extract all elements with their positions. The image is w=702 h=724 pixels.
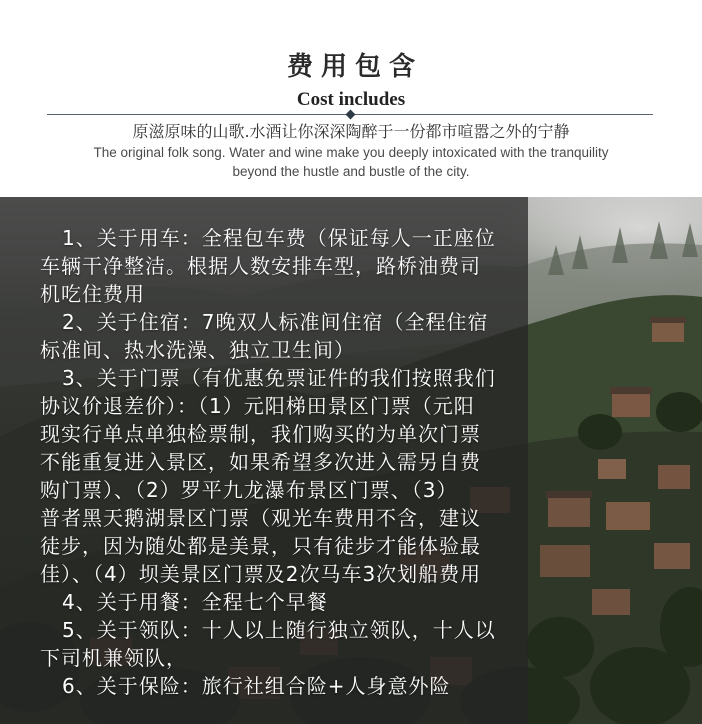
cost-items-panel: [0, 197, 528, 724]
house-roof: [546, 491, 592, 498]
tree: [578, 414, 622, 450]
header: [0, 0, 702, 197]
subtitle-en-line: The original folk song. Water and wine make you deeply intoxicated with the tranquility: [93, 145, 609, 160]
cost-item-insurance: [40, 672, 496, 700]
cost-item-transport: [40, 224, 496, 308]
house-roof: [610, 387, 652, 394]
house-roof: [650, 317, 686, 323]
house: [592, 589, 630, 615]
cost-item-line: 现实行单点单独检票制，我们购买的为单次门票: [40, 422, 481, 446]
cost-item-line: 标准间、热水洗澡、独立卫生间）: [40, 338, 355, 362]
cost-item-tickets: [40, 364, 496, 588]
cost-item-line: 机吃住费用: [40, 282, 145, 306]
cost-item-line: 佳）、（4）坝美景区门票及2次马车3次划船费用: [40, 562, 482, 586]
cost-item-line: 下司机兼领队，: [40, 646, 187, 670]
tree: [526, 617, 594, 677]
cost-item-line: 普者黑天鹅湖景区门票（观光车费用不含，建议: [40, 506, 481, 530]
cost-item-line: 不能重复进入景区，如果希望多次进入需另自费: [40, 450, 481, 474]
house: [540, 545, 590, 577]
cost-item-line: 购门票）、（2）罗平九龙瀑布景区门票、（3）: [40, 478, 458, 502]
house: [548, 497, 590, 527]
mountain-village-photo: [0, 197, 702, 724]
cost-item-line: 协议价退差价）：（1）元阳梯田景区门票（元阳: [40, 394, 475, 418]
cost-item-line: 1、关于用车：全程包车费（保证每人一正座位: [62, 226, 496, 250]
page-title-cn: 费用包含: [286, 52, 423, 82]
tree: [590, 647, 690, 724]
house: [658, 465, 690, 489]
subtitle-en: [0, 143, 702, 181]
house: [654, 543, 690, 569]
tree: [656, 392, 702, 432]
house: [612, 393, 650, 417]
house: [652, 322, 684, 342]
subtitle-cn: 原滋原味的山歌.水酒让你深深陶醉于一份都市喧嚣之外的宁静: [132, 122, 570, 141]
cost-item-line: 车辆干净整洁。根据人数安排车型，路桥油费司: [40, 254, 481, 278]
cost-items-list: [40, 224, 496, 700]
cost-item-accommodation: [40, 308, 496, 364]
cost-item-line: 5、关于领队：十人以上随行独立领队，十人以: [62, 618, 496, 642]
cost-item-line: 徒步，因为随处都是美景，只有徒步才能体验最: [40, 534, 481, 558]
cost-item-line: 6、关于保险：旅行社组合险+人身意外险: [62, 674, 451, 698]
house: [598, 459, 626, 479]
cost-item-line: 4、关于用餐：全程七个早餐: [62, 590, 328, 614]
page-title-en: Cost includes: [296, 89, 406, 110]
cost-item-line: 3、关于门票（有优惠免票证件的我们按照我们: [62, 366, 496, 390]
cost-item-guide: [40, 616, 496, 672]
house: [606, 502, 650, 530]
cost-item-line: 2、关于住宿：7晚双人标准间住宿（全程住宿: [62, 310, 489, 334]
cost-item-meals: [40, 588, 496, 616]
subtitle-en-line: beyond the hustle and bustle of the city.: [232, 164, 470, 179]
